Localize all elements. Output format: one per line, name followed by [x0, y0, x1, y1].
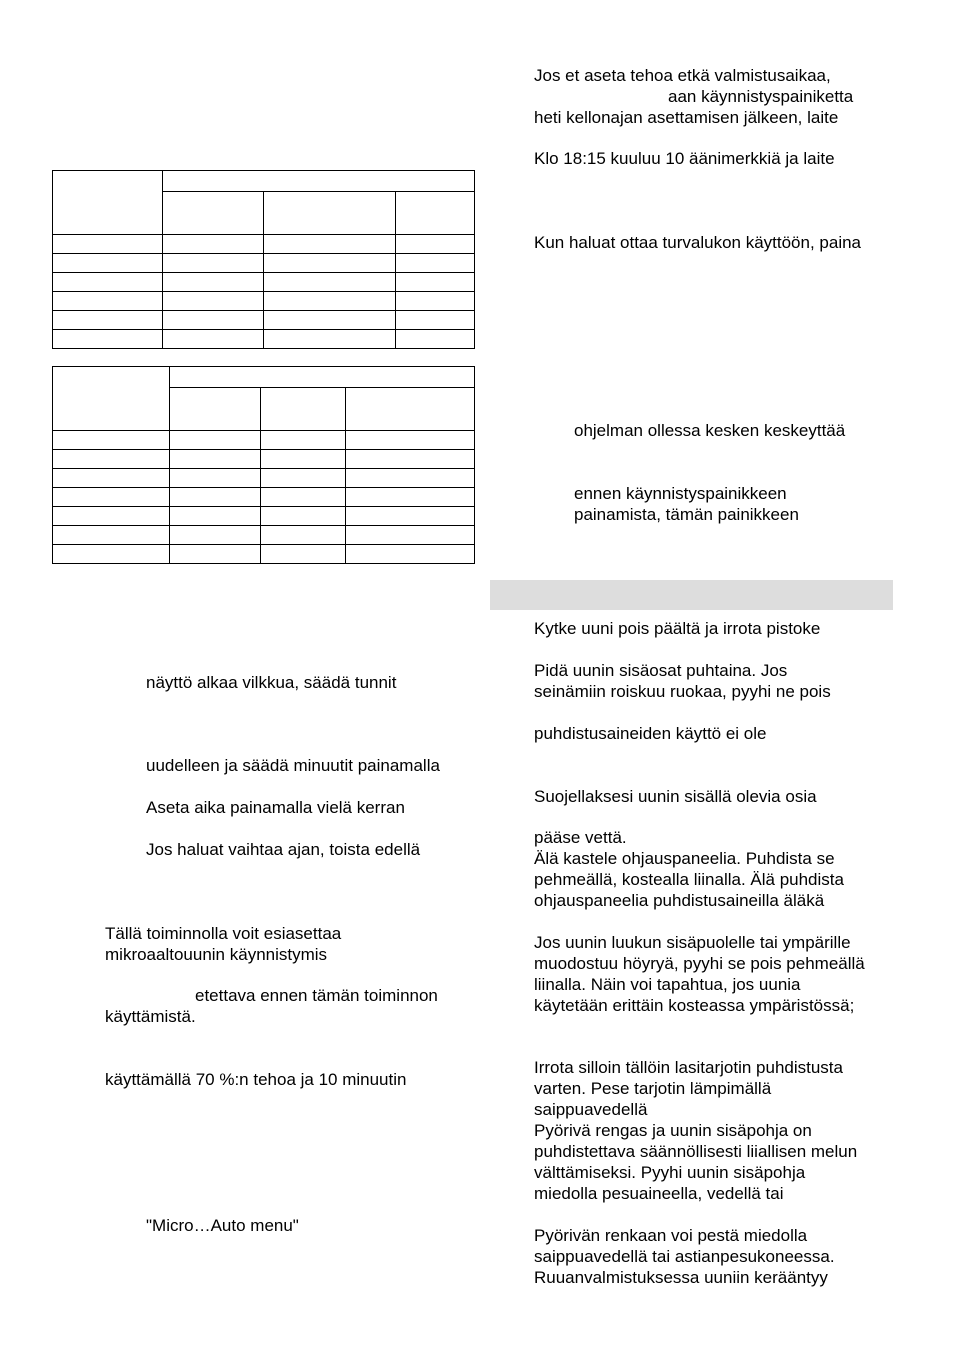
- text-line: Älä kastele ohjauspaneelia. Puhdista se: [534, 849, 835, 868]
- text-line: Kytke uuni pois päältä ja irrota pistoke: [534, 619, 821, 638]
- text-line: mikroaaltouunin käynnistymis: [105, 945, 328, 964]
- table-row: [53, 507, 475, 526]
- text-line: Suojellaksesi uunin sisällä olevia osia: [534, 787, 817, 806]
- text-line: Jos haluat vaihtaa ajan, toista edellä: [146, 840, 421, 859]
- table-row: [53, 235, 475, 254]
- text-line: Aseta aika painamalla vielä kerran: [146, 798, 405, 817]
- text-line: Pyörivä rengas ja uunin sisäpohja on: [534, 1121, 812, 1140]
- power-table-1: [52, 170, 475, 349]
- text-line: miedolla pesuaineella, vedellä tai: [534, 1184, 784, 1203]
- table-header-cell: [163, 192, 264, 235]
- table-row: [53, 311, 475, 330]
- table-header-cell: [163, 171, 475, 192]
- table-header-cell: [396, 192, 475, 235]
- text-line: Irrota silloin tällöin lasitarjotin puhdistusta: [534, 1058, 843, 1077]
- text-line: Tällä toiminnolla voit esiasettaa: [105, 924, 342, 943]
- text-line: saippuavedellä tai astianpesukoneessa.: [534, 1247, 835, 1266]
- text-line: saippuavedellä: [534, 1100, 648, 1119]
- text-line: seinämiin roiskuu ruokaa, pyyhi ne pois: [534, 682, 831, 701]
- text-line: heti kellonajan asettamisen jälkeen, laite: [534, 108, 839, 127]
- table-row: [53, 273, 475, 292]
- text-line: puhdistettava säännöllisesti liiallisen melun: [534, 1142, 858, 1161]
- text-line: käytetään erittäin kosteassa ympäristössä;: [534, 996, 855, 1015]
- text-line: ohjauspaneelia puhdistusaineilla äläkä: [534, 891, 825, 910]
- table-header-cell: [264, 192, 396, 235]
- table-header-cell: [53, 367, 170, 431]
- text-line: näyttö alkaa vilkkua, säädä tunnit: [146, 673, 397, 692]
- text-line: ohjelman ollessa kesken keskeyttää: [574, 421, 846, 440]
- section-heading-bar: [490, 580, 893, 610]
- table-header-cell: [261, 388, 346, 431]
- table-row: [53, 469, 475, 488]
- text-line: käyttämistä.: [105, 1007, 196, 1026]
- table-header-cell: [170, 388, 261, 431]
- text-line: pehmeällä, kostealla liinalla. Älä puhdista: [534, 870, 844, 889]
- table-row: [53, 330, 475, 349]
- text-line: Jos et aseta tehoa etkä valmistusaikaa,: [534, 66, 831, 85]
- text-line: liinalla. Näin voi tapahtua, jos uunia: [534, 975, 801, 994]
- text-line: Pyörivän renkaan voi pestä miedolla: [534, 1226, 808, 1245]
- table-row: [53, 526, 475, 545]
- text-line: Klo 18:15 kuuluu 10 äänimerkkiä ja laite: [534, 149, 835, 168]
- power-table-2: [52, 366, 475, 564]
- text-line: painamista, tämän painikkeen: [574, 505, 799, 524]
- table-row: [53, 292, 475, 311]
- text-line: muodostuu höyryä, pyyhi se pois pehmeällä: [534, 954, 865, 973]
- table-row: [53, 254, 475, 273]
- text-line: käyttämällä 70 %:n tehoa ja 10 minuutin: [105, 1070, 407, 1089]
- table-header-cell: [170, 367, 475, 388]
- text-line: ennen käynnistyspainikkeen: [574, 484, 787, 503]
- table-row: [53, 545, 475, 564]
- text-line: välttämiseksi. Pyyhi uunin sisäpohja: [534, 1163, 806, 1182]
- text-line: "Micro…Auto menu": [146, 1216, 299, 1235]
- text-line: puhdistusaineiden käyttö ei ole: [534, 724, 767, 743]
- text-line: uudelleen ja säädä minuutit painamalla: [146, 756, 440, 775]
- text-line: Ruuanvalmistuksessa uuniin kerääntyy: [534, 1268, 828, 1287]
- text-line: Kun haluat ottaa turvalukon käyttöön, paina: [534, 233, 862, 252]
- table-header-cell: [53, 171, 163, 235]
- text-line: varten. Pese tarjotin lämpimällä: [534, 1079, 772, 1098]
- text-line: etettava ennen tämän toiminnon: [195, 986, 438, 1005]
- text-line: pääse vettä.: [534, 828, 627, 847]
- table-row: [53, 450, 475, 469]
- text-line: aan käynnistyspainiketta: [668, 87, 854, 106]
- text-line: Pidä uunin sisäosat puhtaina. Jos: [534, 661, 788, 680]
- table-row: [53, 431, 475, 450]
- text-line: Jos uunin luukun sisäpuolelle tai ympärille: [534, 933, 851, 952]
- table-header-cell: [346, 388, 475, 431]
- table-row: [53, 488, 475, 507]
